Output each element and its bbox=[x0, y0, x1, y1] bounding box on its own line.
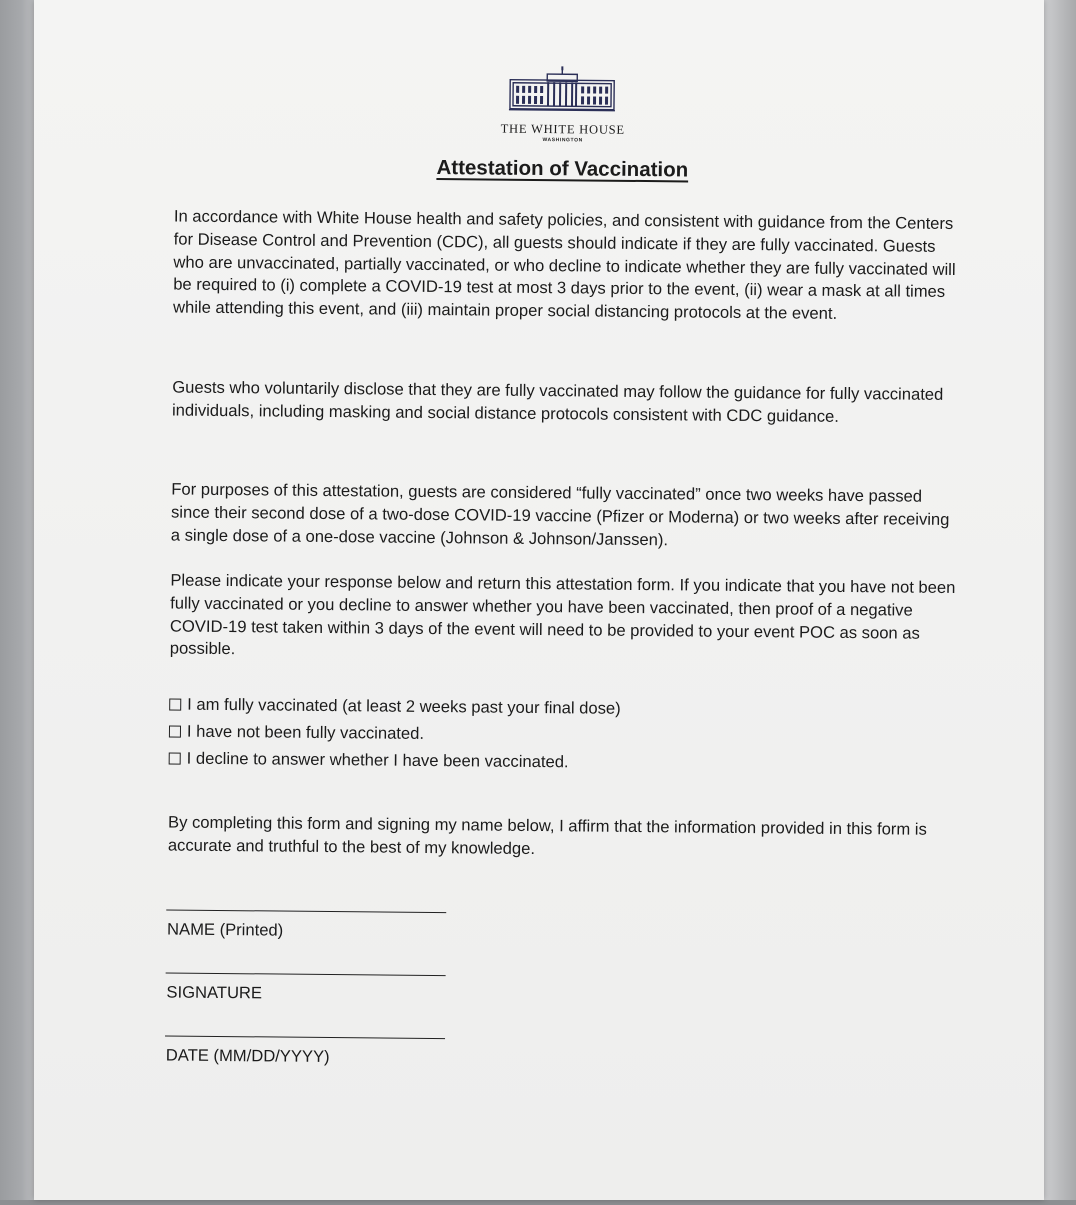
document-title: Attestation of Vaccination bbox=[372, 155, 752, 183]
background-edge bbox=[1042, 0, 1076, 1200]
checkbox-fully-vaccinated[interactable] bbox=[169, 698, 181, 710]
affirmation-paragraph: By completing this form and signing my name below, I affirm that the information provided in this form is accurate and truthful to the best of my knowledge. bbox=[168, 811, 958, 864]
white-house-seal-icon bbox=[507, 66, 617, 113]
attestation-sheet bbox=[34, 0, 1044, 1200]
name-line[interactable] bbox=[166, 909, 446, 913]
organization-name: THE WHITE HOUSE bbox=[413, 121, 713, 139]
guidance-paragraph: Guests who voluntarily disclose that they are fully vaccinated may follow the guidance for fully vaccinated individuals, including masking and social distance protocols consistent with CDC guidance. bbox=[172, 376, 962, 429]
vaccination-options bbox=[169, 690, 870, 778]
policy-paragraph: In accordance with White House health and safety policies, and consistent with guidance from the Centers for Disease Control and Prevention (CDC), all guests should indicate if they are fully vaccinated. Guests who are unvaccinated, partially vaccinated, or who decline to indicate whether they are fully vaccinated will be required to (i) complete a COVID-19 test at most 3 days prior to the event, (ii) wear a mask at all times while attending this event, and (iii) maintain proper social distancing protocols at the event. bbox=[173, 206, 964, 328]
option-decline[interactable] bbox=[169, 744, 869, 778]
definition-paragraph: For purposes of this attestation, guests are considered “fully vaccinated” once two weeks have passed since their second dose of a two-dose COVID-19 vaccine (Pfizer or Moderna) or two weeks after receiving a single dose of a one-dose vaccine (Johnson & Johnson/Janssen). bbox=[171, 478, 962, 554]
name-label: NAME (Printed) bbox=[167, 919, 283, 940]
instruction-paragraph: Please indicate your response below and return this attestation form. If you indicate that you have not been fully vaccinated or you decline to answer whether you have been vaccinated, then proof of a negative COVID-19 test taken within 3 days of the event will need to be provided to your event POC as soon as possible. bbox=[170, 569, 961, 668]
option-label: I decline to answer whether I have been vaccinated. bbox=[187, 748, 569, 772]
date-label: DATE (MM/DD/YYYY) bbox=[166, 1045, 330, 1067]
option-label: I have not been fully vaccinated. bbox=[187, 721, 424, 743]
signature-label: SIGNATURE bbox=[166, 982, 262, 1003]
signature-line[interactable] bbox=[166, 972, 446, 976]
sheet-content bbox=[23, 0, 1044, 1205]
option-label: I am fully vaccinated (at least 2 weeks past your final dose) bbox=[187, 694, 621, 718]
checkbox-not-vaccinated[interactable] bbox=[169, 725, 181, 737]
date-line[interactable] bbox=[165, 1035, 445, 1039]
organization-location: WASHINGTON bbox=[413, 136, 713, 145]
checkbox-decline[interactable] bbox=[169, 752, 181, 764]
